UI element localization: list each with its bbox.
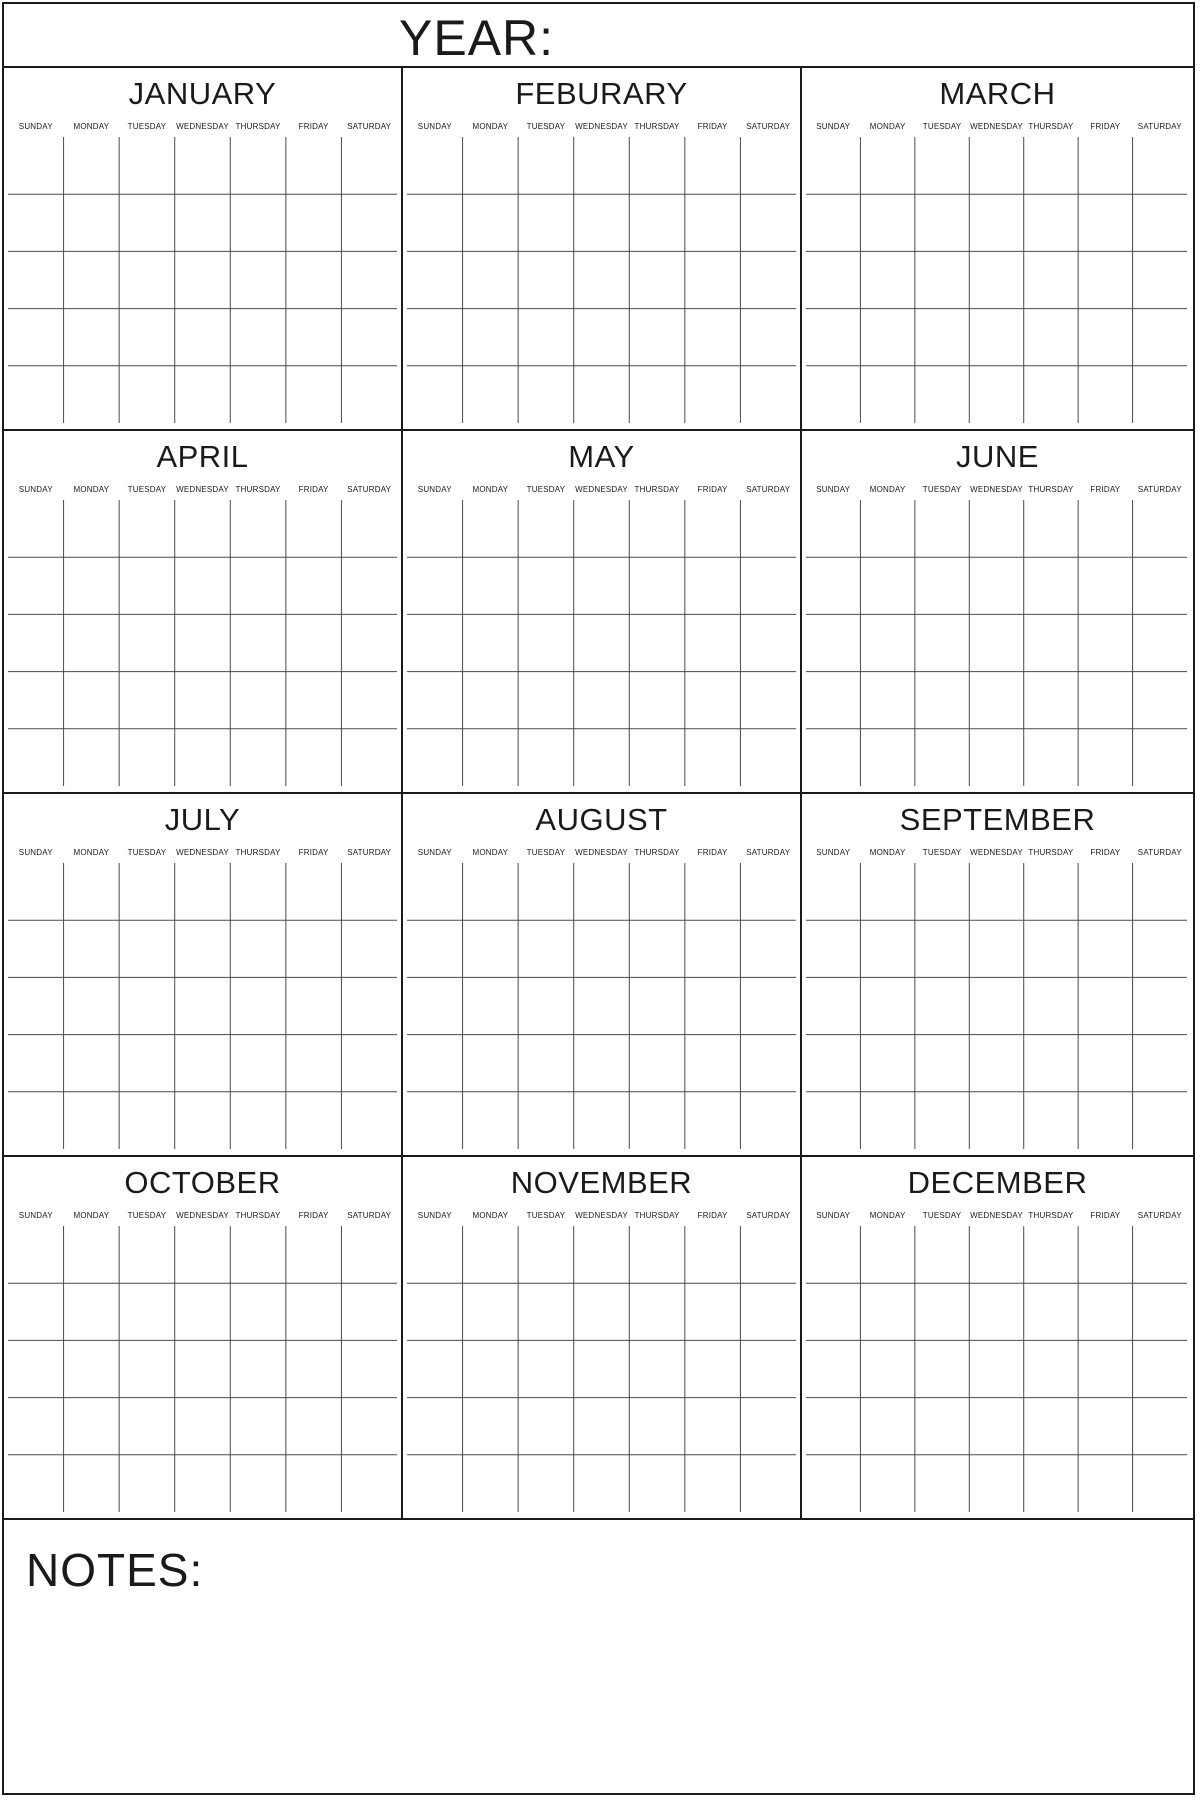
month-feburary — [403, 68, 802, 431]
weekday-header-sunday: SUNDAY — [816, 848, 851, 857]
day-cell-grid — [802, 68, 1193, 429]
month-january — [4, 68, 403, 431]
weekday-header-wednesday: WEDNESDAY — [575, 485, 628, 494]
weekday-header-monday: MONDAY — [472, 1211, 509, 1220]
weekday-header-wednesday: WEDNESDAY — [575, 848, 628, 857]
weekday-header-friday: FRIDAY — [298, 122, 329, 131]
weekday-header-tuesday: TUESDAY — [526, 485, 566, 494]
notes-label: NOTES: — [26, 1544, 204, 1596]
weekday-header-sunday: SUNDAY — [417, 1211, 452, 1220]
weekday-header-wednesday: WEDNESDAY — [575, 122, 628, 131]
weekday-header-sunday: SUNDAY — [816, 122, 851, 131]
day-cell-grid — [4, 68, 401, 429]
weekday-header-sunday: SUNDAY — [18, 122, 53, 131]
day-cell-grid — [4, 794, 401, 1155]
weekday-header-friday: FRIDAY — [1090, 1211, 1121, 1220]
weekday-header-sunday: SUNDAY — [417, 122, 452, 131]
weekday-header-thursday: THURSDAY — [235, 1211, 281, 1220]
weekday-header-wednesday: WEDNESDAY — [176, 122, 229, 131]
weekday-header-saturday: SATURDAY — [1137, 1211, 1182, 1220]
weekday-header-monday: MONDAY — [472, 122, 509, 131]
weekday-header-saturday: SATURDAY — [1137, 485, 1182, 494]
day-cell-grid — [802, 1157, 1193, 1518]
month-title: NOVEMBER — [510, 1165, 693, 1200]
weekday-header-wednesday: WEDNESDAY — [176, 1211, 229, 1220]
weekday-header-tuesday: TUESDAY — [127, 485, 167, 494]
day-cell-grid — [4, 1157, 401, 1518]
month-title: MAY — [568, 439, 635, 474]
weekday-header-tuesday: TUESDAY — [127, 848, 167, 857]
weekday-header-wednesday: WEDNESDAY — [970, 485, 1023, 494]
weekday-header-sunday: SUNDAY — [417, 848, 452, 857]
weekday-header-wednesday: WEDNESDAY — [575, 1211, 628, 1220]
weekday-header-thursday: THURSDAY — [634, 1211, 680, 1220]
weekday-header-friday: FRIDAY — [298, 1211, 329, 1220]
weekday-header-friday: FRIDAY — [1090, 485, 1121, 494]
weekday-header-wednesday: WEDNESDAY — [970, 848, 1023, 857]
weekday-header-tuesday: TUESDAY — [526, 122, 566, 131]
month-may — [403, 431, 802, 794]
weekday-header-thursday: THURSDAY — [1028, 122, 1074, 131]
weekday-header-thursday: THURSDAY — [235, 485, 281, 494]
day-cell-grid — [403, 1157, 800, 1518]
month-title: JANUARY — [128, 76, 277, 111]
day-cell-grid — [802, 431, 1193, 792]
day-cell-grid — [403, 794, 800, 1155]
weekday-header-monday: MONDAY — [869, 848, 906, 857]
weekday-header-sunday: SUNDAY — [816, 485, 851, 494]
day-cell-grid — [4, 431, 401, 792]
weekday-header-monday: MONDAY — [472, 485, 509, 494]
weekday-header-wednesday: WEDNESDAY — [176, 848, 229, 857]
month-december — [802, 1157, 1193, 1520]
weekday-header-friday: FRIDAY — [298, 485, 329, 494]
year-label: YEAR: — [399, 10, 555, 66]
months-grid — [4, 68, 1193, 1521]
weekday-header-saturday: SATURDAY — [746, 848, 791, 857]
weekday-header-thursday: THURSDAY — [634, 122, 680, 131]
weekday-header-sunday: SUNDAY — [816, 1211, 851, 1220]
month-title: JULY — [164, 802, 241, 837]
weekday-header-wednesday: WEDNESDAY — [176, 485, 229, 494]
notes-area[interactable] — [4, 1521, 1193, 1793]
weekday-header-monday: MONDAY — [73, 122, 110, 131]
weekday-header-thursday: THURSDAY — [1028, 848, 1074, 857]
weekday-header-saturday: SATURDAY — [347, 848, 392, 857]
weekday-header-tuesday: TUESDAY — [127, 1211, 167, 1220]
day-cell-grid — [802, 794, 1193, 1155]
month-october — [4, 1157, 403, 1520]
month-title: MARCH — [939, 76, 1056, 111]
weekday-header-sunday: SUNDAY — [18, 848, 53, 857]
weekday-header-thursday: THURSDAY — [1028, 485, 1074, 494]
month-november — [403, 1157, 802, 1520]
weekday-header-thursday: THURSDAY — [1028, 1211, 1074, 1220]
weekday-header-tuesday: TUESDAY — [526, 1211, 566, 1220]
weekday-header-tuesday: TUESDAY — [922, 122, 962, 131]
weekday-header-wednesday: WEDNESDAY — [970, 1211, 1023, 1220]
month-title: OCTOBER — [124, 1165, 281, 1200]
weekday-header-saturday: SATURDAY — [347, 122, 392, 131]
month-march — [802, 68, 1193, 431]
weekday-header-friday: FRIDAY — [697, 485, 728, 494]
weekday-header-friday: FRIDAY — [697, 848, 728, 857]
weekday-header-tuesday: TUESDAY — [127, 122, 167, 131]
month-title: FEBURARY — [515, 76, 688, 111]
weekday-header-friday: FRIDAY — [1090, 848, 1121, 857]
weekday-header-saturday: SATURDAY — [746, 485, 791, 494]
weekday-header-friday: FRIDAY — [298, 848, 329, 857]
weekday-header-sunday: SUNDAY — [18, 1211, 53, 1220]
weekday-header-saturday: SATURDAY — [746, 122, 791, 131]
weekday-header-saturday: SATURDAY — [347, 485, 392, 494]
weekday-header-monday: MONDAY — [869, 122, 906, 131]
weekday-header-saturday: SATURDAY — [1137, 122, 1182, 131]
weekday-header-sunday: SUNDAY — [18, 485, 53, 494]
weekday-header-wednesday: WEDNESDAY — [970, 122, 1023, 131]
weekday-header-monday: MONDAY — [869, 1211, 906, 1220]
wall-calendar — [2, 2, 1195, 1795]
weekday-header-saturday: SATURDAY — [347, 1211, 392, 1220]
month-april — [4, 431, 403, 794]
weekday-header-friday: FRIDAY — [1090, 122, 1121, 131]
weekday-header-sunday: SUNDAY — [417, 485, 452, 494]
weekday-header-friday: FRIDAY — [697, 122, 728, 131]
day-cell-grid — [403, 68, 800, 429]
weekday-header-thursday: THURSDAY — [634, 485, 680, 494]
weekday-header-monday: MONDAY — [73, 848, 110, 857]
weekday-header-tuesday: TUESDAY — [922, 1211, 962, 1220]
weekday-header-tuesday: TUESDAY — [526, 848, 566, 857]
month-title: DECEMBER — [907, 1165, 1088, 1200]
month-title: AUGUST — [535, 802, 668, 837]
month-july — [4, 794, 403, 1157]
month-title: SEPTEMBER — [899, 802, 1096, 837]
weekday-header-friday: FRIDAY — [697, 1211, 728, 1220]
month-title: APRIL — [156, 439, 249, 474]
weekday-header-tuesday: TUESDAY — [922, 848, 962, 857]
weekday-header-saturday: SATURDAY — [1137, 848, 1182, 857]
weekday-header-tuesday: TUESDAY — [922, 485, 962, 494]
day-cell-grid — [403, 431, 800, 792]
month-september — [802, 794, 1193, 1157]
weekday-header-monday: MONDAY — [73, 1211, 110, 1220]
month-june — [802, 431, 1193, 794]
weekday-header-monday: MONDAY — [869, 485, 906, 494]
weekday-header-monday: MONDAY — [472, 848, 509, 857]
weekday-header-thursday: THURSDAY — [235, 122, 281, 131]
month-august — [403, 794, 802, 1157]
weekday-header-thursday: THURSDAY — [634, 848, 680, 857]
weekday-header-monday: MONDAY — [73, 485, 110, 494]
weekday-header-saturday: SATURDAY — [746, 1211, 791, 1220]
year-header — [4, 4, 1193, 68]
weekday-header-thursday: THURSDAY — [235, 848, 281, 857]
month-title: JUNE — [956, 439, 1039, 474]
